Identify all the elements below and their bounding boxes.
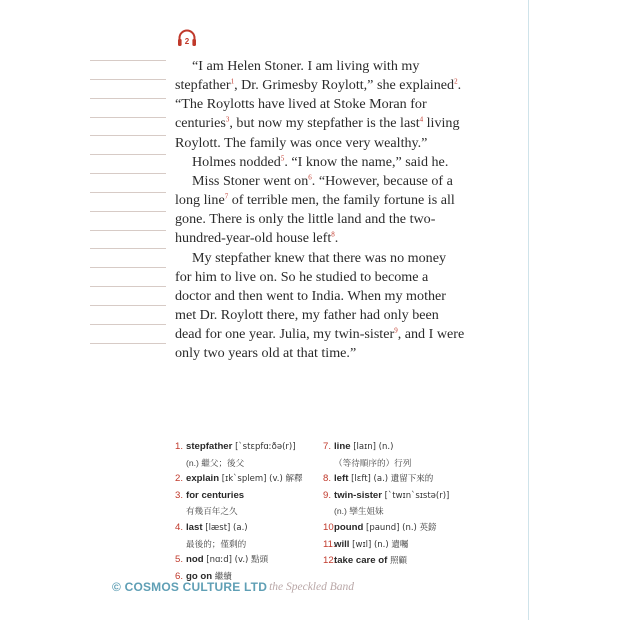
glossary-word: last xyxy=(186,521,203,533)
story-text-run: . “However, because of a long line xyxy=(175,172,453,209)
story-text-run: Holmes nodded xyxy=(192,153,281,170)
glossary-item xyxy=(175,520,315,552)
glossary-pronunciation: [wɪl] (n.) 遺囑 xyxy=(349,539,409,550)
page-edge-line xyxy=(528,0,529,620)
footnote-marker: 6 xyxy=(308,173,312,182)
glossary-definition: (n.) 孿生姐妹 xyxy=(334,506,384,517)
story-paragraph xyxy=(175,153,465,172)
glossary-pronunciation: [ˋstεpfɑːðə(r)] xyxy=(232,442,296,452)
glossary-word: pound xyxy=(334,521,364,533)
story-paragraph xyxy=(175,57,465,153)
footnote-marker: 4 xyxy=(419,115,424,124)
story-text-run: , Dr. Grimesby Roylott,” she explained xyxy=(234,77,455,94)
glossary-number: 10. xyxy=(323,521,337,533)
story-text-run: living Roylott. The family was once very wealthy.” xyxy=(175,115,460,151)
story-text-run: My stepfather knew that there was no money for him to live on. So he studied to become a doctor and then went to India. When my mother met Dr. Roylott there, my father had only been dead for one year. Julia, my twin-sister xyxy=(175,249,447,343)
footnote-marker: 2 xyxy=(454,77,458,86)
copyright-watermark: © COSMOS CULTURE LTD xyxy=(112,580,268,594)
story-text-run: . “I know the name,” said he. xyxy=(284,153,449,170)
glossary-number: 7. xyxy=(323,441,332,452)
glossary-pronunciation: [paund] (n.) 英鎊 xyxy=(363,522,437,533)
glossary-word: take care of xyxy=(334,555,388,567)
story-paragraph xyxy=(175,249,465,364)
glossary-item xyxy=(323,471,473,488)
glossary-number: 4. xyxy=(175,521,184,533)
glossary-pronunciation: [nɑːd] (v.) 點頭 xyxy=(203,555,269,566)
glossary-right xyxy=(323,439,473,570)
glossary-word: stepfather xyxy=(186,441,233,452)
glossary-pronunciation: [læst] (a.) xyxy=(202,522,248,533)
glossary-item xyxy=(175,552,315,569)
glossary-pronunciation: [ɪkˋsplem] (v.) 解釋 xyxy=(219,474,303,485)
glossary-item xyxy=(175,488,315,520)
story-text-run: . “The Roylotts have lived at Stoke Moran for centuries xyxy=(175,77,462,132)
footnote-marker: 7 xyxy=(224,192,229,201)
footer-book-title: the Speckled Band xyxy=(269,581,354,593)
glossary-item xyxy=(323,520,473,537)
footnote-marker: 9 xyxy=(394,326,398,335)
headphones-icon xyxy=(177,29,197,47)
glossary-item xyxy=(323,488,473,520)
glossary-definition: （等待順序的）行列 xyxy=(334,457,412,468)
footer xyxy=(112,580,354,594)
glossary-pronunciation: 照顧 xyxy=(387,556,408,567)
story-text-run: Miss Stoner went on xyxy=(192,172,309,189)
glossary-definition: 有幾百年之久 xyxy=(186,506,238,517)
glossary-number: 8. xyxy=(323,473,332,485)
story-text-run: “I am Helen Stoner. I am living with my stepfather xyxy=(175,58,420,94)
footnote-marker: 3 xyxy=(225,115,230,124)
glossary-number: 1. xyxy=(175,441,184,452)
note-lines xyxy=(90,60,166,362)
glossary-number: 6. xyxy=(175,570,184,582)
story-paragraph xyxy=(175,172,465,249)
glossary-number: 12. xyxy=(323,555,337,567)
glossary-word: line xyxy=(334,441,351,452)
glossary-word: explain xyxy=(186,473,220,485)
glossary-word: nod xyxy=(186,554,204,566)
glossary-item xyxy=(323,537,473,554)
glossary-word: for centuries xyxy=(186,489,245,501)
glossary-item xyxy=(175,439,315,471)
glossary-number: 9. xyxy=(323,489,332,501)
glossary-word: will xyxy=(334,538,350,550)
glossary-word: go on xyxy=(186,570,213,582)
glossary-item xyxy=(323,553,473,570)
glossary-definition: (n.) 繼父；後父 xyxy=(186,457,245,468)
glossary-item xyxy=(175,471,315,488)
glossary-word: left xyxy=(334,473,349,485)
story-text-run: , and I were only two years old at that time.” xyxy=(175,326,465,362)
story-text-run: . xyxy=(334,230,339,247)
footnote-marker: 1 xyxy=(230,77,235,86)
glossary-pronunciation: [lεft] (a.) 遺留下來的 xyxy=(348,474,434,485)
glossary-pronunciation: 繼續 xyxy=(212,571,232,582)
glossary-number: 2. xyxy=(175,473,184,485)
story-text xyxy=(175,57,465,364)
glossary-item xyxy=(323,439,473,471)
audio-track-icon[interactable] xyxy=(177,29,197,47)
glossary-left xyxy=(175,439,315,585)
glossary-pronunciation: [ˋtwɪnˋsɪstə(r)] xyxy=(381,490,450,501)
footnote-marker: 8 xyxy=(331,230,335,239)
footnote-marker: 5 xyxy=(280,154,285,163)
glossary-definition: 最後的；僅剩的 xyxy=(186,538,247,549)
glossary-number: 3. xyxy=(175,489,184,501)
story-text-run: of terrible men, the family fortune is all gone. There is only the little land and the two-hundred-year-old house left xyxy=(175,192,455,247)
track-number: 2 xyxy=(184,37,190,46)
glossary-number: 5. xyxy=(175,554,184,566)
glossary-pronunciation: [laɪn] (n.) xyxy=(350,442,394,452)
glossary-word: twin-sister xyxy=(334,489,382,501)
glossary-number: 11. xyxy=(323,538,336,550)
story-text-run: , but now my stepfather is the last xyxy=(229,115,420,132)
